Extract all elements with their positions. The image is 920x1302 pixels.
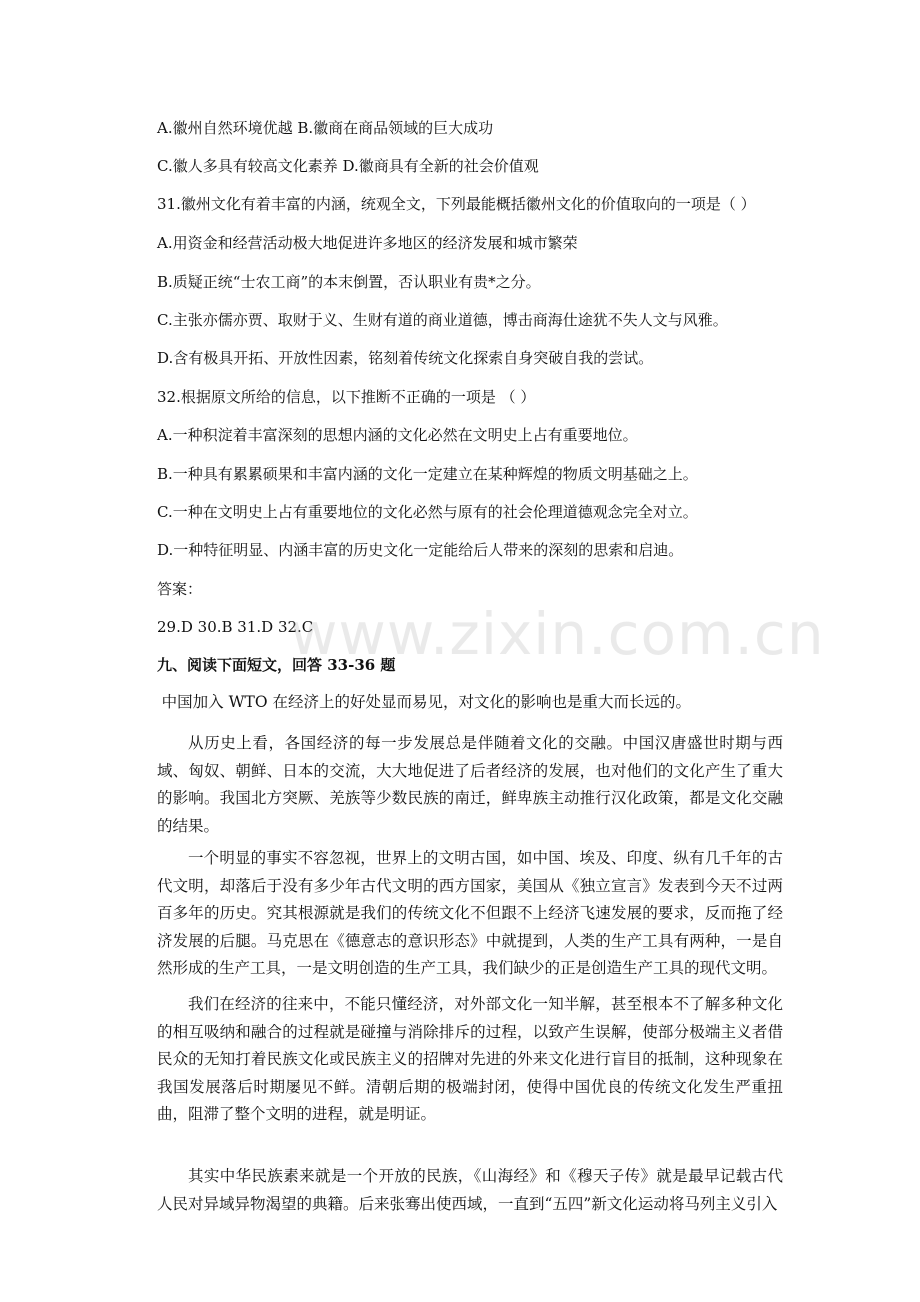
q30-options-ab: A.徽州自然环境优越 B.徽商在商品领域的巨大成功 xyxy=(157,119,494,137)
q32-option-d: D.一种特征明显、内涵丰富的历史文化一定能给后人带来的深刻的思索和启迪。 xyxy=(157,541,684,559)
section-heading: 九、阅读下面短文，回答 33-36 题 xyxy=(157,656,396,674)
paragraph-3: 一个明显的事实不容忽视，世界上的文明古国，如中国、埃及、印度、纵有几千年的古代文明，却落后于没有多少年古代文明的西方国家，美国从《独立宣言》发表到今天不过两百多年的历史。究其根源就是我们的传统文化不但跟不上经济飞速发展的要求，反而拖了经济发展的后腿。马克思在《德意志的意识形态》中就提到，人类的生产工具有两种，一是自然形成的生产工具，一是文明创造的生产工具，我们缺少的正是创造生产工具的现代文明。 xyxy=(157,849,783,977)
q31-option-d: D.含有极具开拓、开放性因素，铭刻着传统文化探索自身突破自我的尝试。 xyxy=(157,349,654,367)
watermark-text: www.zixin.com.cn xyxy=(290,600,825,668)
q32-option-b: B.一种具有累累硕果和丰富内涵的文化一定建立在某种辉煌的物质文明基础之上。 xyxy=(157,465,698,483)
q31-option-a: A.用资金和经营活动极大地促进许多地区的经济发展和城市繁荣 xyxy=(157,234,578,252)
paragraph-5: 其实中华民族素来就是一个开放的民族，《山海经》和《穆天子传》就是最早记载古代人民对异域异物渴望的典籍。后来张骞出使西域，一直到“五四”新文化运动将马列主义引入 xyxy=(157,1167,783,1213)
q32-option-c: C.一种在文明史上占有重要地位的文化必然与原有的社会伦理道德观念完全对立。 xyxy=(157,503,698,521)
paragraph-1: 中国加入 WTO 在经济上的好处显而易见，对文化的影响也是重大而长远的。 xyxy=(161,693,691,711)
q30-options-cd: C.徽人多具有较高文化素养 D.徽商具有全新的社会价值观 xyxy=(157,157,539,175)
q31-option-c: C.主张亦儒亦贾、取财于义、生财有道的商业道德，博击商海仕途犹不失人文与风雅。 xyxy=(157,311,728,329)
q32-option-a: A.一种积淀着丰富深刻的思想内涵的文化必然在文明史上占有重要地位。 xyxy=(157,426,638,444)
answer-label: 答案： xyxy=(157,580,203,598)
q32-stem: 32.根据原文所给的信息，以下推断不正确的一项是 （ ） xyxy=(157,388,536,406)
answer-values: 29.D 30.B 31.D 32.C xyxy=(157,618,314,636)
q31-stem: 31.徽州文化有着丰富的内涵，统观全文，下列最能概括徽州文化的价值取向的一项是（ ） xyxy=(157,195,756,213)
paragraph-4: 我们在经济的往来中，不能只懂经济，对外部文化一知半解，甚至根本不了解多种文化的相互吸纳和融合的过程就是碰撞与消除排斥的过程，以致产生误解，使部分极端主义者借民众的无知打着民族文化或民族主义的招牌对先进的外来文化进行盲目的抵制，这种现象在我国发展落后时期屡见不鲜。清朝后期的极端封闭，使得中国优良的传统文化发生严重扭曲，阻滞了整个文明的进程，就是明证。 xyxy=(157,995,783,1123)
q31-option-b: B.质疑正统“士农工商”的本末倒置，否认职业有贵*之分。 xyxy=(157,273,541,291)
paragraph-2: 从历史上看，各国经济的每一步发展总是伴随着文化的交融。中国汉唐盛世时期与西域、匈奴、朝鲜、日本的交流，大大地促进了后者经济的发展，也对他们的文化产生了重大的影响。我国北方突厥、羌族等少数民族的南迁，鲜卑族主动推行汉化政策，都是文化交融的结果。 xyxy=(157,734,783,835)
